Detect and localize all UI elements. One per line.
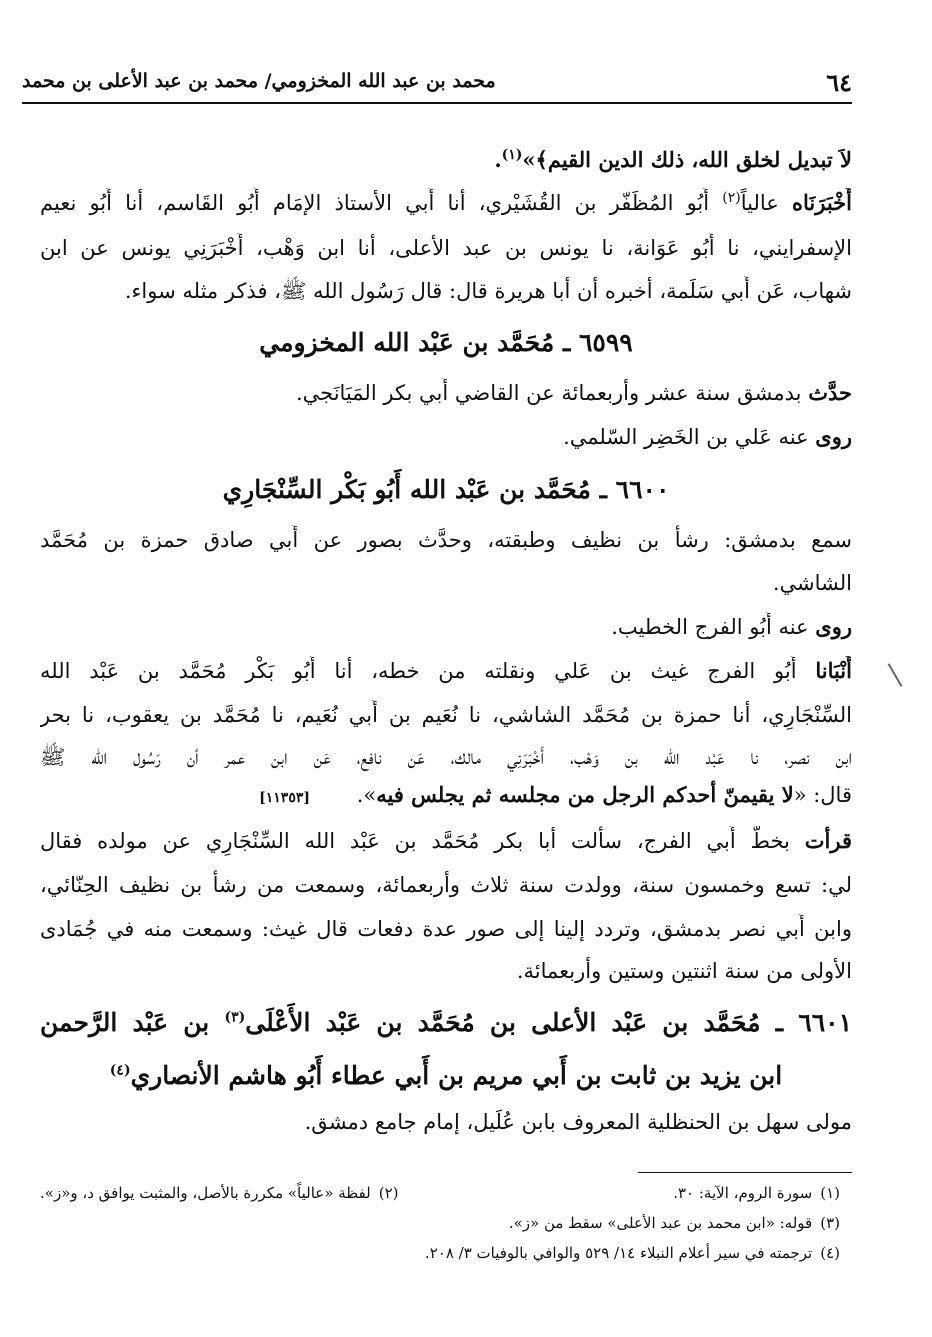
- body-line-14: [40, 826, 852, 856]
- body-line-7: سمع بدمشق: رشأ بن نظيف وطبقته، وحدَّث بصور عن أَبي صادق حمزة بن مُحَمَّد: [40, 528, 852, 552]
- text-span: بخطّ أَبي الفرج، سألت أبا بكر مُحَمَّد بن عَبْد الله السِّنْجَارِي عن مولده فقال: [40, 829, 790, 853]
- footnote-number: (٤): [820, 1244, 840, 1262]
- body-line-4: شهاب، عَن أَبي سَلَمة، أخبره أن أبا هريرة قال: قال رَسُول الله ﷺ، فذكر مثله سواء.: [124, 279, 852, 303]
- body-line-5: [40, 378, 852, 408]
- hadith-text: لا يقيمنّ أحدكم الرجل من مجلسه ثم يجلس فيه: [376, 782, 794, 807]
- text-span: عالياً: [740, 191, 779, 215]
- text-span: بدمشق سنة عشر وأربعمائة عن القاضي أَبي بكر المَيَانَجي.: [295, 381, 802, 405]
- lead-word: قرأت: [804, 828, 852, 853]
- lead-word: أَخْبَرَنَاه: [791, 190, 852, 215]
- footnote-marker-1: (١): [501, 147, 523, 163]
- text-span: عنه أَبُو الفرج الخطيب.: [611, 615, 809, 639]
- footnote-text: ترجمته في سير أعلام النبلاء ١٤/ ٥٢٩ والوافي بالوفيات ٣/ ٢٠٨.: [424, 1244, 813, 1262]
- footnote-marker-3: (٣): [224, 1009, 246, 1026]
- body-line-13: [40, 780, 852, 813]
- text-span: عنه عَلي بن الخَضِر السّلمي.: [563, 425, 809, 449]
- margin-mark: [888, 663, 903, 687]
- line-end: .: [494, 147, 502, 172]
- footnote-separator: [638, 1172, 852, 1173]
- footnote-text: قوله: «ابن محمد بن عبد الأعلى» سقط من «ز».: [508, 1214, 813, 1232]
- entry-heading-6599: ٦٥٩٩ ـ مُحَمَّد بن عَبْد الله المخزومي: [259, 328, 633, 357]
- body-line-1: [40, 145, 852, 175]
- text-span: قال: «: [793, 783, 852, 807]
- lead-word: حدَّث: [808, 380, 852, 405]
- lead-word: روى: [815, 614, 852, 639]
- body-line-10: [40, 656, 852, 686]
- footnote-4: [40, 1242, 840, 1264]
- body-line-9: [40, 612, 852, 642]
- footnote-number: (٣): [820, 1214, 840, 1232]
- page-header: [22, 62, 852, 104]
- footnote-text: سورة الروم، الآية: ٣٠.: [673, 1184, 813, 1202]
- lead-word: أَنْبَانا: [815, 658, 852, 683]
- footnote-row-1-2: [40, 1182, 840, 1204]
- body-line-2: [40, 188, 852, 218]
- footnote-text: لفظة «عالياً» مكررة بالأصل، والمثبت يوافق د، و«ز».: [40, 1184, 371, 1202]
- entry-heading-6600: ٦٦٠٠ ـ مُحَمَّد بن عَبْد الله أَبُو بَكْر السِّنْجَارِي: [222, 475, 670, 504]
- hadith-reference-number: [١١٣٥٣]: [259, 790, 310, 806]
- footnote-number: (٢): [378, 1184, 399, 1202]
- body-line-16: وابن أَبي نصر بدمشق، وتردد إلينا إلى صور عدة دفعات قال غيث: وسمعت منه في جُمَادى: [40, 917, 852, 941]
- lead-word: روى: [815, 424, 852, 449]
- body-line-12: ابن نصر، نا عَبْد الله بن وَهْب، أَخْبَرَنِي مالك، عَن نافع، عَن ابن عمر أن رَسُول الله ﷺ: [40, 745, 852, 769]
- footnote-number: (١): [820, 1184, 840, 1202]
- body-line-6: [40, 422, 852, 452]
- quran-quote: لاَ تبديل لخلق الله، ذلك الدين القيم﴾»: [522, 147, 852, 172]
- footnote-pair: [40, 1182, 840, 1204]
- body-line-11: السِّنْجَارِي، أنا حمزة بن مُحَمَّد الشاشي، نا نُعَيم بن أَبي نُعَيم، نا مُحَمَّد بن يعقوب، نا بحر: [40, 703, 852, 727]
- footnote-marker-2: (٢): [722, 190, 741, 206]
- heading-text: ٦٦٠١ ـ مُحَمَّد بن عَبْد الأعلى بن مُحَمَّد بن عَبْد الأَعْلَى: [245, 1008, 852, 1037]
- body-line-17: الأولى من سنة اثنتين وستين وأربعمائة.: [516, 959, 852, 983]
- heading-text: ابن يزيد بن ثابت بن أَبي مريم بن أَبي عطاء أَبُو هاشم الأنصاري: [130, 1061, 783, 1090]
- body-line-18: مولى سهل بن الحنظلية المعروف بابن عُلَيل، إمام جامع دمشق.: [304, 1110, 852, 1134]
- body-line-3: الإسفرايني، نا أَبُو عَوَانة، نا يونس بن عبد الأعلى، أنا ابن وَهْب، أَخْبَرَنِي يونس عن ابن: [40, 236, 852, 260]
- footnote-3: [40, 1212, 840, 1234]
- text-span: ».: [356, 783, 377, 807]
- footnote-marker-4: (٤): [109, 1062, 131, 1079]
- entry-heading-6601-line-1: [40, 1005, 852, 1041]
- text-span: أَبُو الفرج غيث بن عَلي ونقلته من خطه، أنا أَبُو بَكْر مُحَمَّد بن عَبْد الله: [40, 659, 797, 683]
- body-line-15: لي: تسع وخمسون سنة، وولدت سنة ثلاث وأربعمائة، وسمعت من رشأ بن نظيف الحِنّائي،: [40, 873, 852, 897]
- running-title: محمد بن عبد الله المخزومي/ محمد بن عبد الأعلى بن محمد: [22, 70, 496, 92]
- page-number: ٦٤: [826, 68, 852, 97]
- heading-text: بن عَبْد الرَّحمن: [40, 1008, 210, 1037]
- body-line-8: الشاشي.: [772, 571, 852, 595]
- footnote-1: [673, 1182, 840, 1204]
- footnote-2: [40, 1182, 398, 1204]
- entry-heading-6601-line-2: [40, 1058, 852, 1094]
- text-span: أَبُو المُظَفّر بن القُشَيْري، أنا أَبي الأستاذ الإمَام أَبُو القَاسم، أنا أَبُو نعيم: [40, 191, 710, 215]
